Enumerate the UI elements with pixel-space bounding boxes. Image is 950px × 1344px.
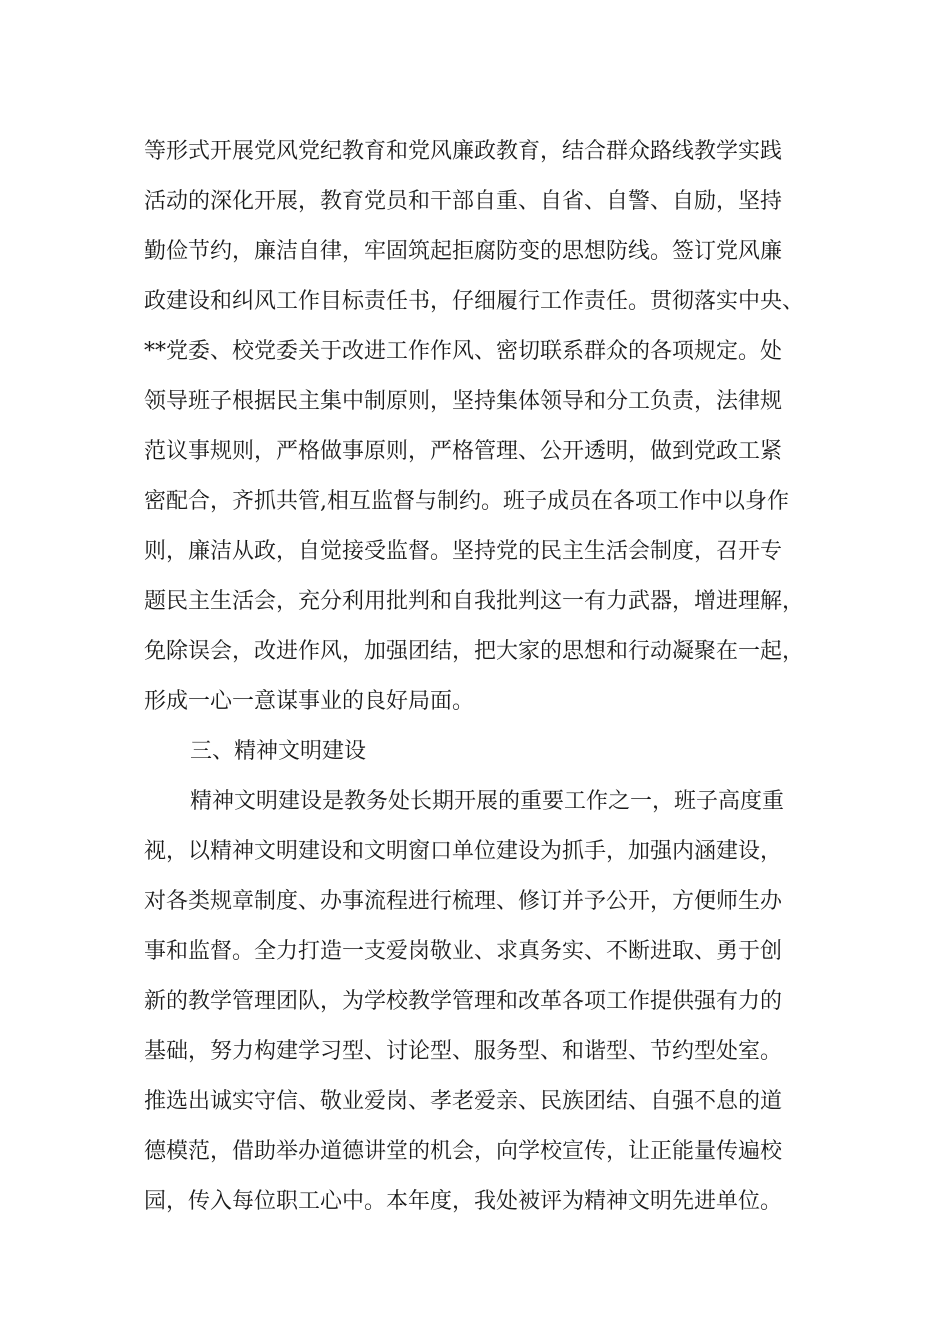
paragraph-line: 新的教学管理团队，为学校教学管理和改革各项工作提供强有力的	[144, 989, 783, 1014]
paragraph-line: 推选出诚实守信、敬业爱岗、孝老爱亲、民族团结、自强不息的道	[144, 1089, 783, 1114]
paragraph-line: 政建设和纠风工作目标责任书，仔细履行工作责任。贯彻落实中央、	[144, 289, 805, 314]
paragraph-line: 事和监督。全力打造一支爱岗敬业、求真务实、不断进取、勇于创	[144, 939, 783, 964]
paragraph-line: 德模范，借助举办道德讲堂的机会，向学校宣传，让正能量传遍校	[144, 1139, 783, 1164]
paragraph-line: 题民主生活会，充分利用批判和自我批判这一有力武器，增进理解，	[144, 589, 805, 614]
paragraph-line: 则，廉洁从政，自觉接受监督。坚持党的民主生活会制度，召开专	[144, 539, 783, 564]
paragraph-line: 精神文明建设是教务处长期开展的重要工作之一，班子高度重	[190, 789, 785, 814]
paragraph-line: 勤俭节约，廉洁自律，牢固筑起拒腐防变的思想防线。签订党风廉	[144, 239, 783, 264]
paragraph-line: 基础，努力构建学习型、讨论型、服务型、和谐型、节约型处室。	[144, 1039, 783, 1064]
paragraph-line: 形成一心一意谋事业的良好局面。	[144, 689, 475, 714]
paragraph-line: 免除误会，改进作风，加强团结，把大家的思想和行动凝聚在一起，	[144, 639, 805, 664]
paragraph-line: **党委、校党委关于改进工作作风、密切联系群众的各项规定。处	[144, 339, 783, 364]
paragraph-line: 等形式开展党风党纪教育和党风廉政教育，结合群众路线教学实践	[144, 139, 783, 164]
paragraph-line: 视，以精神文明建设和文明窗口单位建设为抓手，加强内涵建设，	[144, 839, 783, 864]
paragraph-line: 密配合，齐抓共管,相互监督与制约。班子成员在各项工作中以身作	[144, 489, 789, 514]
paragraph-line: 领导班子根据民主集中制原则，坚持集体领导和分工负责，法律规	[144, 389, 783, 414]
paragraph-line: 范议事规则，严格做事原则，严格管理、公开透明，做到党政工紧	[144, 439, 783, 464]
paragraph-line: 园，传入每位职工心中。本年度，我处被评为精神文明先进单位。	[144, 1189, 783, 1214]
paragraph-line: 活动的深化开展，教育党员和干部自重、自省、自警、自励，坚持	[144, 189, 783, 214]
section-heading: 三、精神文明建设	[190, 739, 367, 764]
paragraph-line: 对各类规章制度、办事流程进行梳理、修订并予公开，方便师生办	[144, 889, 783, 914]
